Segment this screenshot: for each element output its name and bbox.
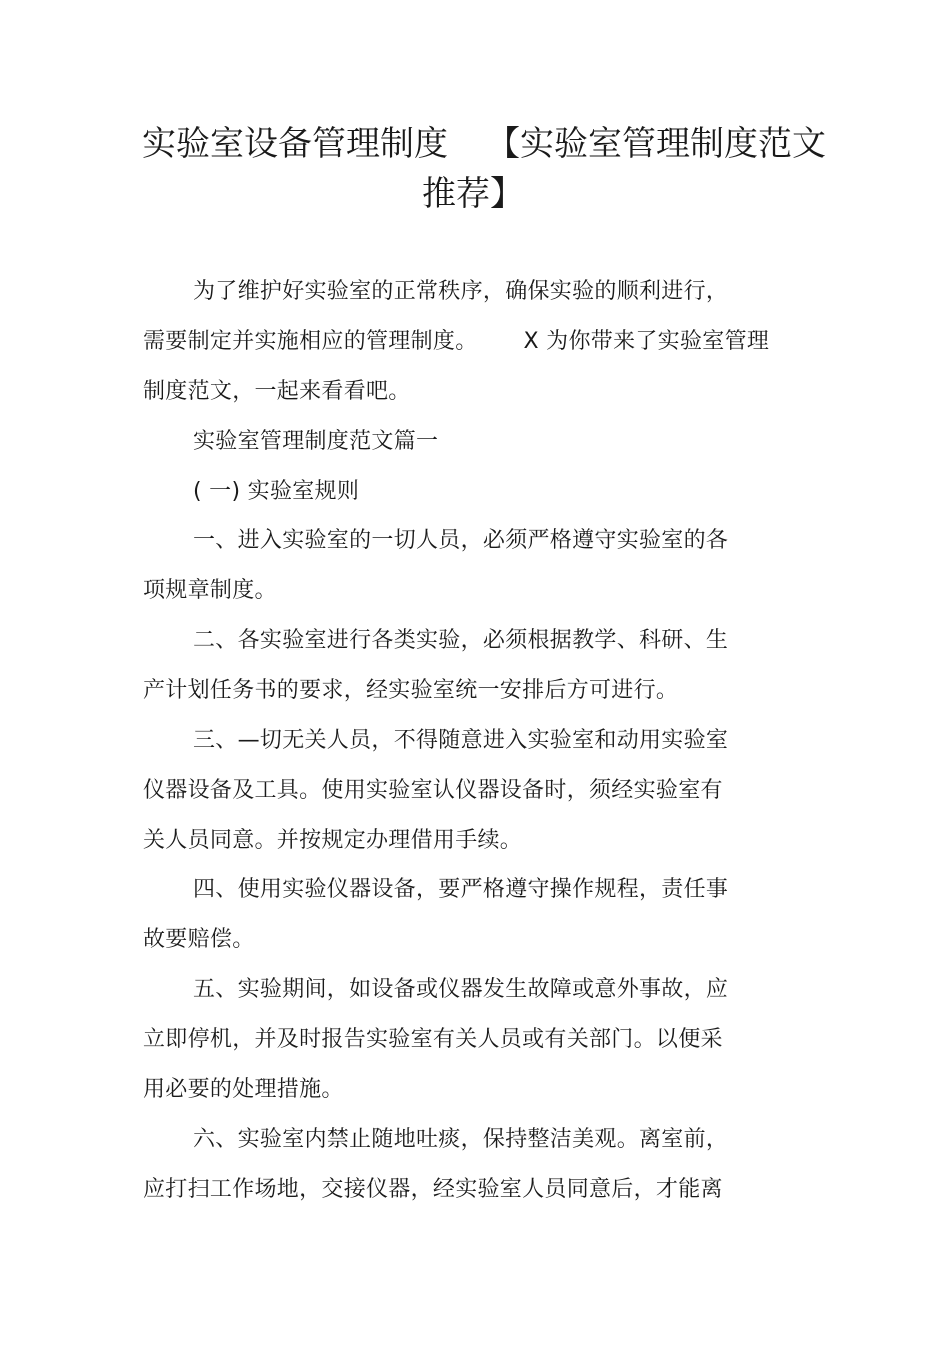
intro-line-3: 制度范文，一起来看看吧。	[143, 379, 411, 404]
rule-5-line-1: 五、实验期间，如设备或仪器发生故障或意外事故，应	[193, 977, 729, 1002]
subsection-heading: ( 一) 实验室规则	[193, 479, 360, 504]
rule-3-line-3: 关人员同意。并按规定办理借用手续。	[143, 828, 523, 853]
section-heading: 实验室管理制度范文篇一	[193, 429, 439, 454]
title-part-2: 【实验室管理制度范文	[486, 124, 826, 164]
rule-5-line-3: 用必要的处理措施。	[143, 1077, 344, 1102]
title-part-1: 实验室设备管理制度	[142, 124, 448, 164]
rule-2-line-2: 产计划任务书的要求，经实验室统一安排后方可进行。	[143, 678, 679, 703]
intro-line-2b: X 为你带来了实验室管理	[523, 329, 770, 354]
intro-line-1: 为了维护好实验室的正常秩序，确保实验的顺利进行，	[193, 279, 729, 304]
intro-line-2a: 需要制定并实施相应的管理制度。	[143, 329, 478, 354]
rule-5-line-2: 立即停机，并及时报告实验室有关人员或有关部门。以便采	[143, 1027, 723, 1052]
rule-6-line-1: 六、实验室内禁止随地吐痰，保持整洁美观。离室前，	[193, 1127, 729, 1152]
intro-line-2	[143, 327, 769, 357]
rule-6-line-2: 应打扫工作场地，交接仪器，经实验室人员同意后，才能离	[143, 1177, 723, 1202]
document-title	[142, 120, 826, 168]
rule-3-line-2: 仪器设备及工具。使用实验室认仪器设备时，须经实验室有	[143, 778, 723, 803]
rule-3-line-1: 三、—切无关人员，不得随意进入实验室和动用实验室	[193, 728, 729, 753]
rule-2-line-1: 二、各实验室进行各类实验，必须根据教学、科研、生	[193, 628, 729, 653]
rule-4-line-1: 四、使用实验仪器设备，要严格遵守操作规程，责任事	[193, 877, 729, 902]
rule-4-line-2: 故要赔偿。	[143, 927, 255, 952]
document-title-continued: 推荐】	[422, 174, 524, 214]
rule-1-line-2: 项规章制度。	[143, 578, 277, 603]
rule-1-line-1: 一、进入实验室的一切人员，必须严格遵守实验室的各	[193, 528, 729, 553]
